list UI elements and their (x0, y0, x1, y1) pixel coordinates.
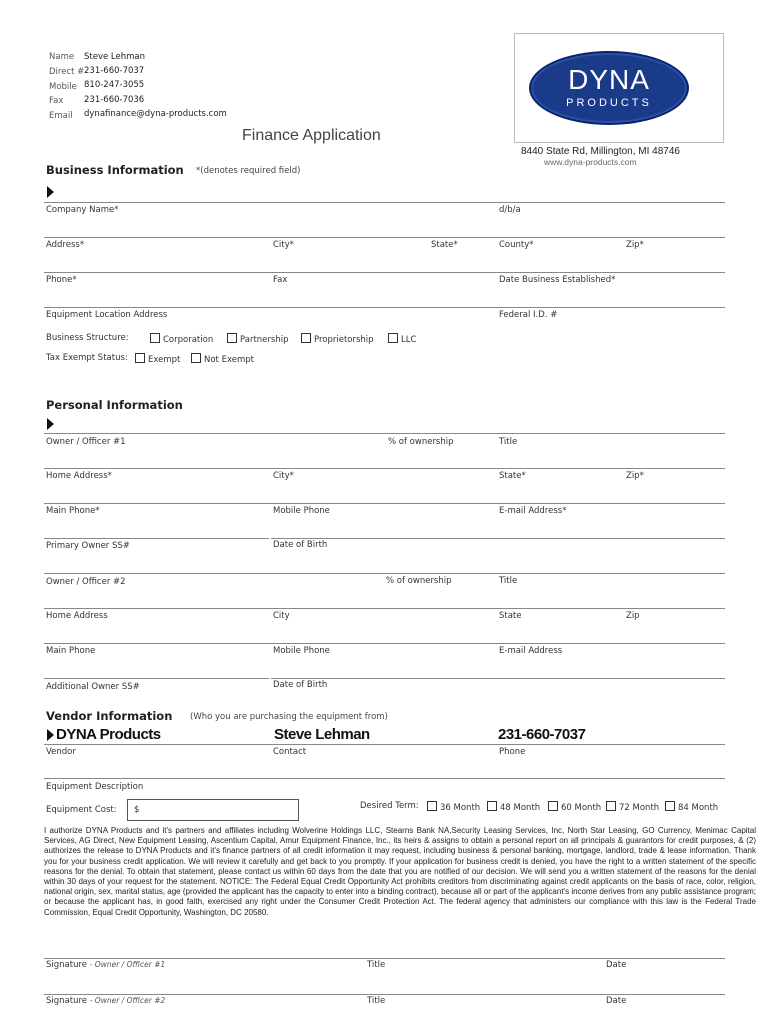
checkbox-icon[interactable] (301, 333, 311, 343)
equipment-description-line[interactable] (44, 778, 725, 779)
signature1-label: Signature (46, 960, 88, 970)
vendor-line[interactable] (44, 744, 725, 745)
equipment-location-line[interactable] (44, 307, 725, 308)
zip-label: Zip* (626, 240, 644, 250)
cost-prefix: $ (134, 805, 140, 815)
owner2-email-label: E-mail Address (499, 646, 563, 656)
owner2-title: Owner / Officer #2 (46, 577, 126, 587)
owner2-title-label: Title (499, 576, 518, 586)
personal-heading: Personal Information (46, 398, 183, 412)
owner1-mobile-phone-label: Mobile Phone (273, 506, 330, 516)
owner1-dob-line[interactable] (271, 538, 725, 539)
signature1-title-label: Title (367, 960, 386, 970)
owner1-title: Owner / Officer #1 (46, 437, 126, 447)
contact-label: Contact (273, 747, 307, 757)
city-label: City* (273, 240, 294, 250)
contact-fax-label: Fax (49, 96, 64, 106)
owner1-line[interactable] (44, 433, 725, 434)
signature1-block (46, 960, 165, 970)
company-name-label: Company Name* (46, 205, 119, 215)
checkbox-icon[interactable] (665, 801, 675, 811)
contact-email-label: Email (49, 111, 73, 121)
address-label: Address* (46, 240, 85, 250)
owner1-email-label: E-mail Address* (499, 506, 567, 516)
signature2-title-label: Title (367, 996, 386, 1006)
structure-llc[interactable]: LLC (388, 333, 416, 345)
contact-name: Steve Lehman (84, 52, 145, 62)
owner1-phone-line[interactable] (44, 503, 725, 504)
vendor-value: DYNA Products (56, 726, 161, 743)
fax-label: Fax (273, 275, 288, 285)
checkbox-icon[interactable] (150, 333, 160, 343)
owner2-line[interactable] (44, 573, 725, 574)
structure-proprietorship[interactable]: Proprietorship (301, 333, 374, 345)
section-arrow-icon (47, 186, 54, 198)
desired-term-label: Desired Term: (360, 801, 419, 811)
owner2-mobile-phone-label: Mobile Phone (273, 646, 330, 656)
checkbox-icon[interactable] (135, 353, 145, 363)
contact-value: Steve Lehman (274, 726, 370, 743)
address-line[interactable] (44, 237, 725, 238)
owner1-home-address-label: Home Address* (46, 471, 112, 481)
tax-exempt-option[interactable]: Exempt (135, 353, 180, 365)
company-website: www.dyna-products.com (544, 157, 637, 167)
term-72[interactable]: 72 Month (606, 801, 659, 813)
owner1-ownership-label: % of ownership (388, 437, 454, 447)
owner1-ss-line[interactable] (44, 538, 269, 539)
term-84[interactable]: 84 Month (665, 801, 718, 813)
county-label: County* (499, 240, 534, 250)
owner2-dob-line[interactable] (271, 678, 725, 679)
date-established-label: Date Business Established* (499, 275, 616, 285)
equipment-location-label: Equipment Location Address (46, 310, 168, 320)
page-title: Finance Application (242, 127, 381, 144)
vendor-label: Vendor (46, 747, 76, 757)
owner2-state-label: State (499, 611, 522, 621)
federal-id-label: Federal I.D. # (499, 310, 558, 320)
contact-name-label: Name (49, 52, 75, 62)
equipment-cost-input[interactable] (127, 799, 299, 821)
signature2-block (46, 996, 165, 1006)
checkbox-icon[interactable] (388, 333, 398, 343)
owner1-state-label: State* (499, 471, 526, 481)
owner2-ss-line[interactable] (44, 678, 269, 679)
section-arrow-icon (47, 418, 54, 430)
structure-partnership[interactable]: Partnership (227, 333, 288, 345)
signature1-line[interactable] (44, 958, 725, 959)
owner1-title-label: Title (499, 437, 518, 447)
vendor-phone-value: 231-660-7037 (498, 726, 586, 743)
owner1-ss-label: Primary Owner SS# (46, 541, 130, 551)
contact-fax: 231-660-7036 (84, 95, 145, 105)
phone-label-vendor: Phone (499, 747, 526, 757)
business-heading: Business Information (46, 163, 184, 177)
logo-text-dyna: DYNA (568, 64, 650, 95)
vendor-heading: Vendor Information (46, 709, 173, 723)
owner1-zip-label: Zip* (626, 471, 644, 481)
tax-exempt-label: Tax Exempt Status: (46, 353, 128, 363)
owner2-ownership-label: % of ownership (386, 576, 452, 586)
term-36[interactable]: 36 Month (427, 801, 480, 813)
business-structure-label: Business Structure: (46, 333, 129, 343)
checkbox-icon[interactable] (487, 801, 497, 811)
phone-label: Phone* (46, 275, 77, 285)
term-60[interactable]: 60 Month (548, 801, 601, 813)
contact-mobile-label: Mobile (49, 82, 77, 92)
phone-line[interactable] (44, 272, 725, 273)
owner1-address-line[interactable] (44, 468, 725, 469)
checkbox-icon[interactable] (548, 801, 558, 811)
required-note: *(denotes required field) (196, 166, 301, 176)
owner1-city-label: City* (273, 471, 294, 481)
owner2-address-line[interactable] (44, 608, 725, 609)
owner2-dob-label: Date of Birth (273, 680, 328, 690)
signature1-sub: - Owner / Officer #1 (89, 960, 166, 969)
structure-corporation[interactable]: Corporation (150, 333, 213, 345)
contact-direct-label: Direct # (49, 67, 85, 77)
owner1-dob-label: Date of Birth (273, 540, 328, 550)
logo-frame (514, 33, 724, 143)
company-address: 8440 State Rd, Millington, MI 48746 (521, 146, 680, 157)
term-48[interactable]: 48 Month (487, 801, 540, 813)
checkbox-icon[interactable] (606, 801, 616, 811)
contact-direct: 231-660-7037 (84, 66, 145, 76)
checkbox-icon[interactable] (427, 801, 437, 811)
company-name-line[interactable] (44, 202, 725, 203)
owner2-zip-label: Zip (626, 611, 640, 621)
state-label: State* (431, 240, 458, 250)
owner2-city-label: City (273, 611, 290, 621)
signature2-date-label: Date (606, 996, 627, 1006)
owner1-main-phone-label: Main Phone* (46, 506, 100, 516)
section-arrow-icon (47, 729, 54, 741)
tax-not-exempt-option[interactable]: Not Exempt (191, 353, 254, 365)
checkbox-icon[interactable] (227, 333, 237, 343)
signature2-line[interactable] (44, 994, 725, 995)
logo-text-products: PRODUCTS (566, 97, 652, 109)
signature1-date-label: Date (606, 960, 627, 970)
equipment-cost-label: Equipment Cost: (46, 805, 117, 815)
signature2-sub: - Owner / Officer #2 (89, 996, 166, 1005)
dyna-logo (529, 51, 689, 125)
contact-mobile: 810-247-3055 (84, 80, 145, 90)
owner2-ss-label: Additional Owner SS# (46, 682, 140, 692)
signature2-label: Signature (46, 996, 88, 1006)
equipment-description-label: Equipment Description (46, 782, 144, 792)
checkbox-icon[interactable] (191, 353, 201, 363)
dba-label: d/b/a (499, 205, 521, 215)
contact-email: dynafinance@dyna-products.com (84, 109, 227, 119)
owner2-phone-line[interactable] (44, 643, 725, 644)
owner2-main-phone-label: Main Phone (46, 646, 96, 656)
authorization-text: I authorize DYNA Products and it's partners and affiliates including Wolverine Holdings LLC, Stearns Bank NA,Security Leasing Services, Inc, North Star Leasing, GO Currency, Menimac Capital Services, AG Direct, New Equipment Leasing, Ascentium Capital, Amur Equipment Finance, Inc., its heirs & assigns to obtain a personal report on all principals & guarantors for credit purposes, & (2) authorizes the release to DYNA Products and it's finance partners of all credit information it may request, including business & personal banking, mortgage, landlord, trade & lease information. Thank you for your business credit application. We will review it carefully and get back to you promptly. If your application for business credit is denied, you have the right to a written statement of the specific reasons for the denial. To obtain that statement, please contact us within 60 days from the date that you are notified of our decision. We will send you a written statement of the reasons for the denial within 30 days of your request for the statement. NOTICE: The Federal Equal Credit Opportunity Act prohibits creditors from discriminating against credit applicants on the basis of race, color, religion, national origin, sex, marital status, age (provided the applicant has the capacity to enter into a binding contract), because all or part of the applicant's income derives from any public assistance program; or because the applicant has, in good faith, exercised any right under the Consumer Credit Protection Act. The federal agency that administers our compliance with this law is the Federal Trade Commission, Equal Credit Opportunity, Washington, DC 20580. (44, 826, 756, 917)
vendor-note: (Who you are purchasing the equipment from) (190, 712, 388, 722)
owner2-home-address-label: Home Address (46, 611, 108, 621)
